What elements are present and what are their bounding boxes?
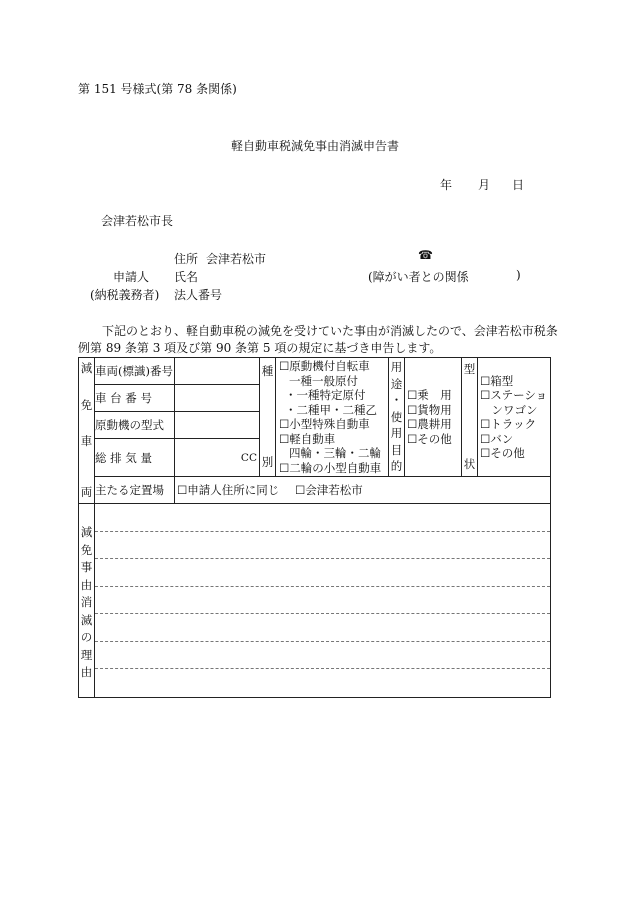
date-month-label: 月 <box>478 178 491 192</box>
use-option: ☐その他 <box>407 431 452 446</box>
chassis-value[interactable] <box>175 385 260 412</box>
reason-line <box>95 559 550 587</box>
use-char: 使 <box>390 409 403 424</box>
date-year-label: 年 <box>440 178 453 192</box>
date-day-label: 日 <box>512 178 525 192</box>
shape-option: ☐箱型 <box>480 373 514 388</box>
address-value: 会津若松市 <box>206 252 267 266</box>
addressee: 会津若松市長 <box>101 214 174 228</box>
use-option: ☐乗 用 <box>407 388 452 402</box>
type-char: 種 <box>261 364 274 378</box>
vehicle-table <box>78 357 551 698</box>
relation-close: ) <box>516 268 521 282</box>
engine-model-value[interactable] <box>175 412 260 439</box>
use-char: 用 <box>390 360 403 374</box>
type-option: ☐二輪の小型自動車 <box>279 460 382 475</box>
side-char: 両 <box>80 484 93 499</box>
applicant-label: 申請人 <box>113 270 150 284</box>
type-option: ・二種甲・二種乙 <box>285 402 377 417</box>
reason-char: 免 <box>80 542 93 557</box>
phone-icon: ☎ <box>418 248 433 262</box>
reason-char: 由 <box>80 577 93 592</box>
declaration-line-2: 例第 89 条第 3 項及び第 90 条第 5 項の規定に基づき申告します。 <box>78 341 442 355</box>
reason-text-area[interactable] <box>95 504 551 698</box>
reason-line <box>95 669 550 697</box>
reason-char: 減 <box>80 525 93 539</box>
use-char: ・ <box>390 393 403 407</box>
taxpayer-label: (納税義務者) <box>90 288 160 302</box>
reason-char: 理 <box>80 647 93 662</box>
reason-line <box>95 587 550 615</box>
reason-char: 消 <box>80 595 93 609</box>
side-label-vehicle <box>79 358 95 504</box>
use-option: ☐農耕用 <box>407 417 452 431</box>
reason-char: の <box>80 630 93 644</box>
shape-char: 型 <box>463 362 476 376</box>
shape-option: ☐トラック <box>480 417 537 431</box>
declaration-paragraph <box>78 323 558 357</box>
type-option: ☐軽自動車 <box>279 431 336 446</box>
type-option: ☐原動機付自転車 <box>279 359 370 373</box>
shape-options[interactable] <box>478 358 551 477</box>
reason-label <box>79 504 95 698</box>
date-line <box>440 176 524 193</box>
name-label: 氏名 <box>174 270 199 284</box>
type-label <box>260 358 276 477</box>
displacement-unit: CC <box>240 451 257 464</box>
plate-label: 車両(標識)番号 <box>95 358 175 385</box>
side-char: 免 <box>80 397 93 412</box>
use-options[interactable] <box>405 358 462 477</box>
reason-line <box>95 642 550 670</box>
use-char: 目 <box>390 442 403 457</box>
storage-label: 主たる定置場 <box>95 477 175 504</box>
corporate-number-label: 法人番号 <box>174 288 223 302</box>
address-label: 住所 <box>174 252 199 266</box>
storage-options[interactable] <box>175 477 551 504</box>
side-char: 減 <box>80 361 93 375</box>
declaration-line-1: 下記のとおり、軽自動車税の減免を受けていた事由が消滅したので、会津若松市税条 <box>102 324 558 338</box>
document-title: 軽自動車税減免事由消滅申告書 <box>230 139 399 153</box>
type-option: ・一種特定原付 <box>285 388 366 402</box>
form-number: 第 151 号様式(第 78 条関係) <box>78 82 237 96</box>
shape-option: ☐バン <box>480 431 514 446</box>
use-label <box>389 358 405 477</box>
storage-option-city[interactable]: ☐会津若松市 <box>294 483 363 497</box>
type-option: 一種一般原付 <box>289 373 358 388</box>
shape-option: ☐その他 <box>480 446 525 460</box>
type-option: ☐小型特殊自動車 <box>279 417 370 431</box>
side-char: 車 <box>80 434 93 449</box>
use-char: 的 <box>390 459 403 473</box>
shape-option: ンワゴン <box>480 402 538 417</box>
use-char: 用 <box>390 426 403 440</box>
reason-char: 由 <box>80 665 93 679</box>
shape-label <box>462 358 478 477</box>
use-option: ☐貨物用 <box>407 402 452 417</box>
displacement-label: 総 排 気 量 <box>95 439 175 477</box>
plate-value[interactable] <box>175 358 260 385</box>
storage-option-same-address[interactable]: ☐申請人住所に同じ <box>177 483 280 497</box>
reason-line <box>95 532 550 560</box>
use-char: 途 <box>390 376 403 391</box>
chassis-label: 車 台 番 号 <box>95 385 175 412</box>
type-option: 四輪・三輪・二輪 <box>289 446 381 460</box>
engine-model-label: 原動機の型式 <box>95 412 175 439</box>
type-options[interactable] <box>276 358 389 477</box>
shape-option: ☐ステーショ <box>480 388 548 402</box>
type-char: 別 <box>261 455 274 469</box>
reason-char: 事 <box>80 560 93 574</box>
reason-char: 滅 <box>80 612 93 627</box>
reason-line <box>95 614 550 642</box>
displacement-value[interactable] <box>175 439 260 477</box>
shape-char: 状 <box>463 457 476 471</box>
reason-line <box>95 504 550 532</box>
relation-label: (障がい者との関係 <box>368 270 469 284</box>
